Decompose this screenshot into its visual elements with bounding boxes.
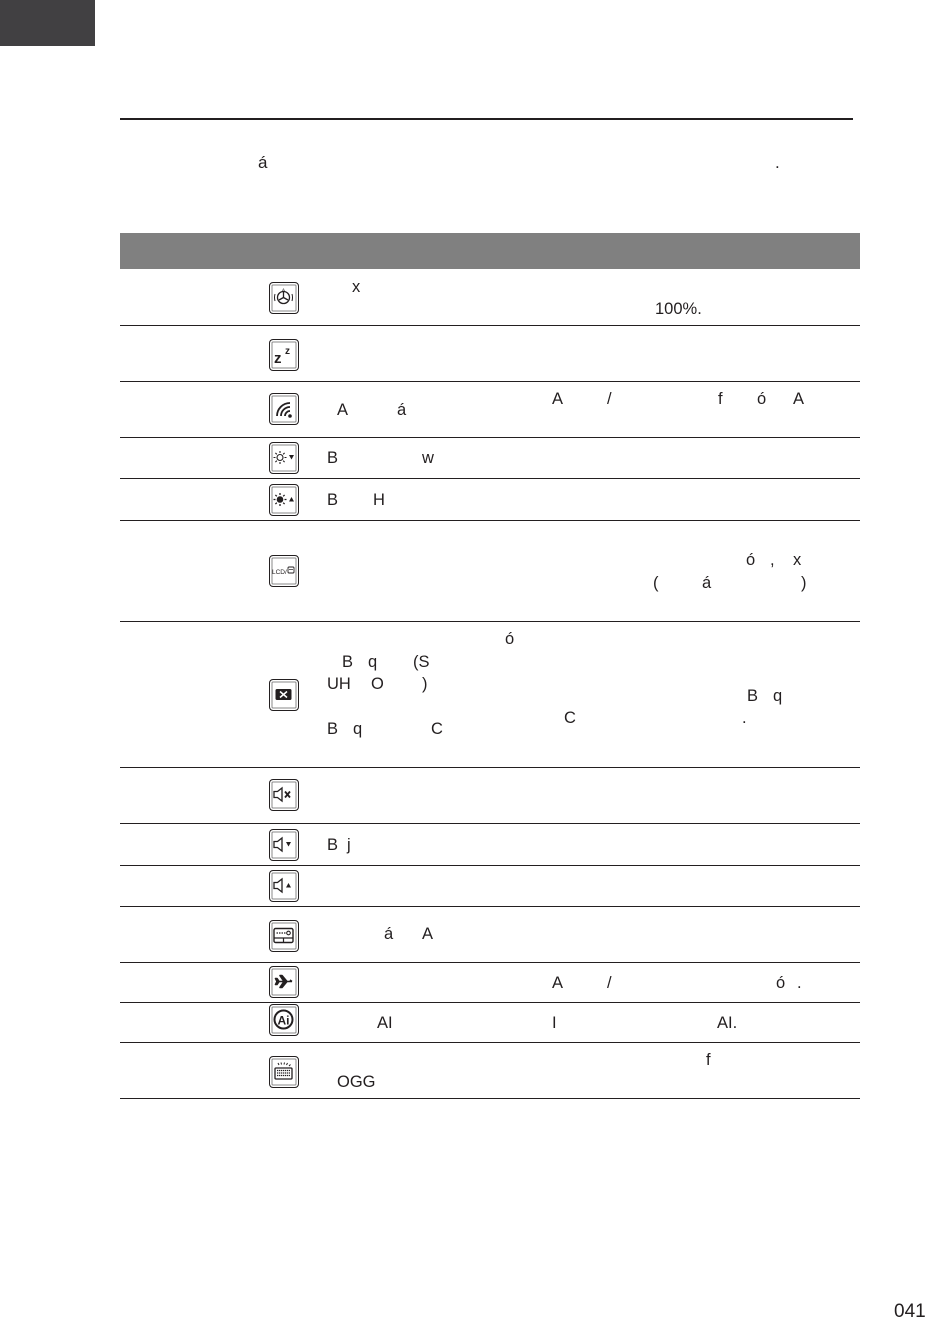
- table-row-sleep: [120, 325, 860, 382]
- airplane-key: [269, 966, 299, 998]
- volume-down-text-2: j: [347, 836, 351, 854]
- brightness-down-key: [269, 442, 299, 474]
- airplane-text-3: ó: [776, 974, 786, 992]
- table-row-ai: [120, 1002, 860, 1043]
- sleep-zz-icon: [270, 340, 297, 369]
- brightness-down-icon: [270, 443, 297, 472]
- brightness-up-key: [269, 484, 299, 516]
- display-off-icon: [270, 680, 297, 709]
- table-row-brightness-down: [120, 437, 860, 479]
- display-switch-text-1: ó: [746, 551, 756, 569]
- touchpad-key: [269, 920, 299, 952]
- intro-text-right: .: [775, 153, 780, 172]
- touchpad-text-1: á: [384, 925, 394, 943]
- table-row-wireless: [120, 381, 860, 438]
- wireless-text-7: á: [397, 401, 407, 419]
- volume-down-text-1: B: [327, 836, 339, 854]
- display-off-text-8: B: [747, 687, 759, 705]
- fan-key: [269, 282, 299, 314]
- table-row-touchpad: [120, 906, 860, 963]
- ai-icon: [270, 1005, 297, 1034]
- airplane-text-2: /: [607, 974, 612, 992]
- wireless-text-2: /: [607, 390, 612, 408]
- airplane-text-4: .: [797, 974, 802, 992]
- keyboard-light-text-1: f: [706, 1051, 711, 1069]
- fan-text-1: x: [352, 278, 361, 296]
- wireless-text-3: f: [718, 390, 723, 408]
- display-switch-text-2: ,: [770, 551, 775, 569]
- display-switch-text-5: á: [702, 574, 712, 592]
- display-off-text-13: q: [353, 720, 363, 738]
- ai-text-1: AI: [377, 1014, 393, 1032]
- display-off-text-7: ): [422, 675, 428, 693]
- fan-text-2: 100%.: [655, 300, 702, 318]
- brightness-up-icon: [270, 485, 297, 514]
- svg-text:z: z: [285, 346, 290, 357]
- table-row-airplane: [120, 962, 860, 1003]
- display-off-text-4: (S: [413, 653, 430, 671]
- volume-up-key: [269, 870, 299, 902]
- ai-text-3: AI.: [717, 1014, 738, 1032]
- display-off-text-1: ó: [505, 630, 515, 648]
- table-row-fan: [120, 269, 860, 326]
- wireless-text-6: A: [337, 401, 349, 419]
- display-off-text-11: .: [742, 709, 747, 727]
- svg-text:Ai: Ai: [277, 1013, 290, 1028]
- display-off-text-2: B: [342, 653, 354, 671]
- airplane-text-1: A: [552, 974, 564, 992]
- svg-text:A: A: [282, 287, 285, 292]
- brightness-up-text-2: H: [373, 491, 385, 509]
- top-rule: [120, 118, 853, 120]
- table-row-keyboard-light: [120, 1042, 860, 1099]
- wireless-text-4: ó: [757, 390, 767, 408]
- intro-text-left: á: [258, 153, 268, 172]
- wireless-text-1: A: [552, 390, 564, 408]
- table-header: [120, 233, 860, 269]
- lcd-switch-icon-label: LCD/: [272, 569, 287, 576]
- display-off-text-5: UH: [327, 675, 351, 693]
- display-off-text-9: q: [773, 687, 783, 705]
- display-off-text-14: C: [431, 720, 443, 738]
- volume-up-icon: [270, 871, 297, 900]
- display-off-key: [269, 679, 299, 711]
- display-switch-text-3: x: [793, 551, 802, 569]
- display-switch-text-4: (: [653, 574, 659, 592]
- mute-key: [269, 779, 299, 811]
- chapter-tab: [0, 0, 95, 46]
- volume-down-icon: [270, 830, 297, 859]
- volume-down-key: [269, 829, 299, 861]
- lcd-switch-key: [269, 555, 299, 587]
- table-row-mute: [120, 767, 860, 824]
- table-row-volume-down: [120, 823, 860, 866]
- sleep-key: [269, 339, 299, 371]
- airplane-icon: [270, 967, 297, 996]
- table-row-volume-up: [120, 865, 860, 907]
- wireless-icon: [270, 394, 297, 423]
- svg-text:z: z: [274, 350, 282, 367]
- display-off-text-10: C: [564, 709, 576, 727]
- wireless-key: [269, 393, 299, 425]
- mute-icon: [270, 780, 297, 809]
- keyboard-backlight-icon: [270, 1057, 297, 1086]
- touchpad-icon: [270, 921, 297, 950]
- table-row-display-switch: [120, 520, 860, 622]
- display-off-text-12: B: [327, 720, 339, 738]
- brightness-down-text-1: B: [327, 449, 339, 467]
- ai-key: [269, 1004, 299, 1036]
- fan-boost-icon: [270, 283, 297, 312]
- table-row-display-off: [120, 621, 860, 768]
- display-off-text-6: O: [371, 675, 384, 693]
- keyboard-light-text-2: OGG: [337, 1073, 376, 1091]
- ai-text-2: I: [552, 1014, 557, 1032]
- wireless-text-5: A: [793, 390, 805, 408]
- touchpad-text-2: A: [422, 925, 434, 943]
- brightness-down-text-2: w: [422, 449, 434, 467]
- display-switch-text-6: ): [801, 574, 807, 592]
- lcd-switch-icon: [270, 556, 297, 585]
- table-row-brightness-up: [120, 478, 860, 521]
- display-off-text-3: q: [368, 653, 378, 671]
- brightness-up-text-1: B: [327, 491, 339, 509]
- keyboard-light-key: [269, 1056, 299, 1088]
- page-number: 041: [894, 1301, 926, 1322]
